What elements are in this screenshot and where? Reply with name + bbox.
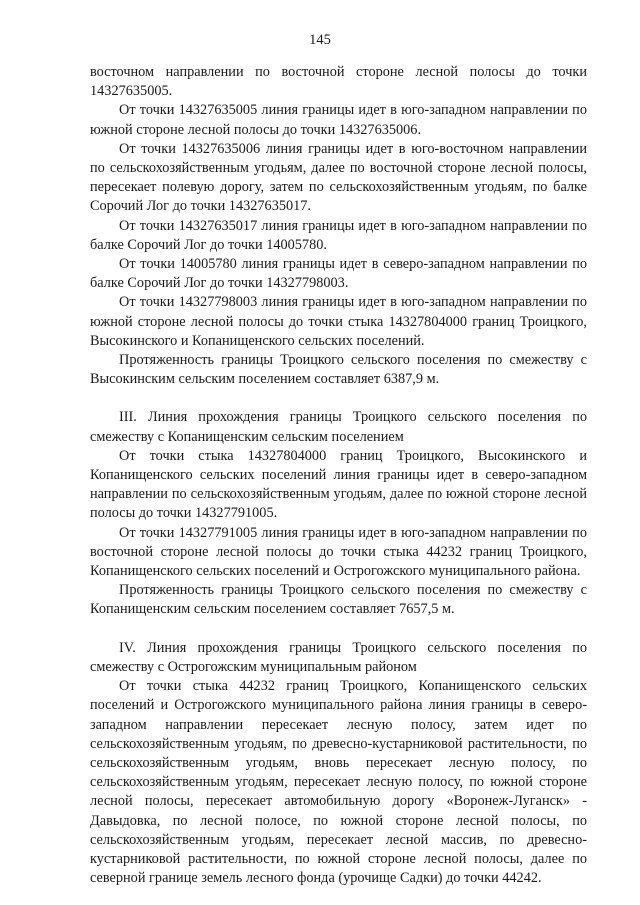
paragraph: От точки стыка 44232 границ Троицкого, Копанищенского сельских поселений и Острогожского муниципального района линия границы в северо-западном направлении пересекает лесную полосу, затем идет по сельскохозяйственным угодьям, по древесно-кустарниковой растительности, по сельскохозяйственным угодьям, вновь пересекает лесную полосу, по сельскохозяйственным угодьям, пересекает лесную полосу, по южной стороне лесной полосы, пересекает автомобильную дорогу «Воронеж-Луганск» - Давыдовка, по лесной полосе, по южной стороне лесной полосы, по сельскохозяйственным угодьям, пересекает лесной массив, по древесно-кустарниковой растительности, по южной стороне лесной полосы, далее по северной границе земель лесного фонда (урочище Садки) до точки 44242. [90, 678, 587, 887]
paragraph: От точки 14005780 линия границы идет в северо-западном направлении по балке Сорочий Лог до точки 14327798003. [90, 256, 587, 292]
section-gap [90, 620, 587, 639]
paragraph: От точки 14327635017 линия границы идет в юго-западном направлении по балке Сорочий Лог до точки 14005780. [90, 217, 587, 253]
section-heading-iv: IV. Линия прохождения границы Троицкого сельского поселения по смежеству с Острогожским муниципальным районом [90, 639, 587, 675]
page-number: 145 [309, 32, 331, 48]
paragraph: От точки 14327791005 линия границы идет в юго-западном направлении по восточной стороне лесной полосы до точки стыка 44232 границ Троицкого, Копанищенского сельских поселений и Острогожского муниципального района. [90, 524, 587, 580]
paragraph-length-summary: Протяженность границы Троицкого сельского поселения по смежеству с Высокинским сельским поселением составляет 6387,9 м. [90, 352, 587, 388]
paragraph-length-summary: Протяженность границы Троицкого сельского поселения по смежеству с Копанищенским сельским поселением составляет 7657,5 м. [90, 582, 587, 618]
paragraph: От точки 14327798003 линия границы идет в юго-западном направлении по южной стороне лесной полосы до точки стыка 14327804000 границ Троицкого, Высокинского и Копанищенского сельских поселений. [90, 294, 587, 349]
paragraph-continuation: восточном направлении по восточной стороне лесной полосы до точки 14327635005. [90, 64, 587, 100]
paragraph: От точки 14327635005 линия границы идет в юго-западном направлении по южной стороне лесной полосы до точки 14327635006. [90, 102, 587, 138]
paragraph: От точки 14327635006 линия границы идет в юго-восточном направлении по сельскохозяйственным угодьям, далее по восточной стороне лесной полосы, пересекает полевую дорогу, затем по сельскохозяйственным угодьям, по балке Сорочий Лог до точки 14327635017. [90, 140, 587, 215]
section-heading-iii: III. Линия прохождения границы Троицкого сельского поселения по смежеству с Копанищенским сельским поселением [90, 409, 587, 445]
document-body [90, 63, 587, 888]
paragraph: От точки стыка 14327804000 границ Троицкого, Высокинского и Копанищенского сельских поселений линия границы идет в северо-западном направлении по сельскохозяйственным угодьям, далее по южной стороне лесной полосы до точки 14327791005. [90, 447, 587, 522]
section-gap [90, 389, 587, 408]
